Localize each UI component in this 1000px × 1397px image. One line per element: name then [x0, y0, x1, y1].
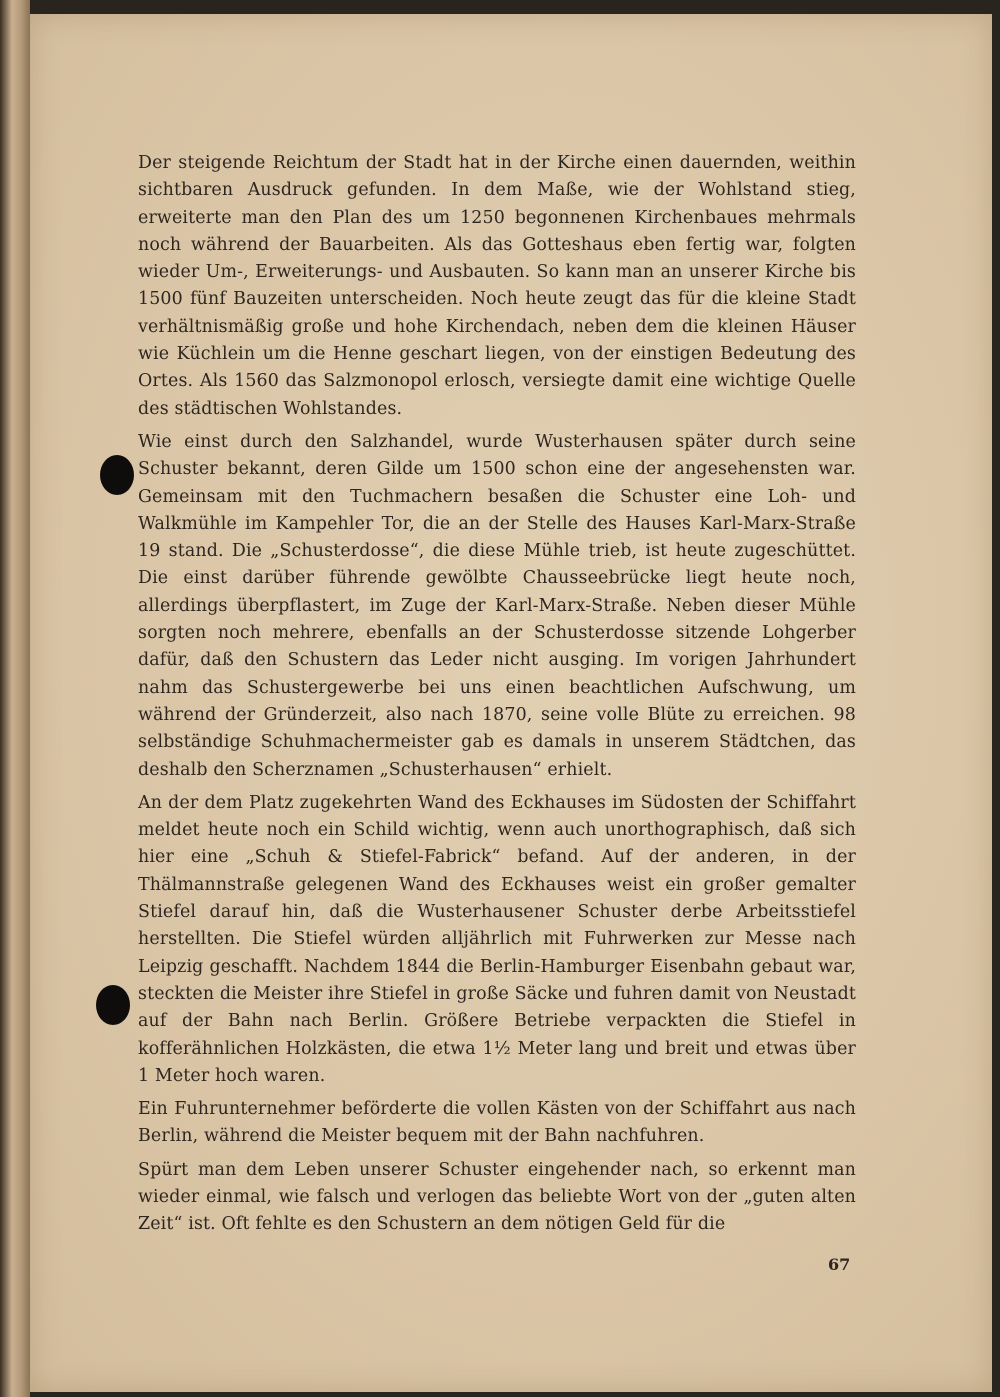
paragraph: Spürt man dem Leben unserer Schuster eingehender nach, so erkennt man wieder einmal, wie falsch und verlogen das beliebte Wort von der „guten alten Zeit“ ist. Oft fehlte es den Schustern an dem nötigen Geld für die [138, 1159, 856, 1235]
book-spine-edge [0, 0, 30, 1397]
body-text [138, 150, 856, 1245]
page-number: 67 [828, 1255, 851, 1274]
paragraph: Der steigende Reichtum der Stadt hat in der Kirche einen dauernden, weithin sichtbaren Ausdruck gefunden. In dem Maße, wie der Wohlstand stieg, erweiterte man den Plan des um 1250 begonnenen Kirchenbaues mehrmals noch während der Bauarbeiten. Als das Gotteshaus eben fertig war, folgten wieder Um-, Erweiterungs- und Ausbauten. So kann man an unserer Kirche bis 1500 fünf Bauzeiten unterscheiden. Noch heute zeugt das für die kleine Stadt verhältnismäßig große und hohe Kirchendach, neben dem die kleinen Häuser wie Küchlein um die Henne geschart liegen, von der einstigen Bedeutung des Ortes. Als 1560 das Salzmonopol erlosch, versiegte damit eine wichtige Quelle des städtischen Wohlstandes. [138, 153, 856, 419]
punch-hole-upper [100, 455, 134, 495]
right-border [992, 0, 1000, 1397]
punch-hole-lower [96, 985, 130, 1025]
paragraph: Wie einst durch den Salzhandel, wurde Wusterhausen später durch seine Schuster bekannt, deren Gilde um 1500 schon eine der angesehensten war. Gemeinsam mit den Tuchmachern besaßen die Schuster eine Loh- und Walkmühle im Kampehler Tor, die an der Stelle des Hauses Karl-Marx-Straße 19 stand. Die „Schusterdosse“, die diese Mühle trieb, ist heute zugeschüttet. Die einst darüber führende gewölbte Chausseebrücke liegt heute noch, allerdings überpflastert, im Zuge der Karl-Marx-Straße. Neben dieser Mühle sorgten noch mehrere, ebenfalls an der Schusterdosse sitzende Lohgerber dafür, daß den Schustern das Leder nicht ausging. Im vorigen Jahrhundert nahm das Schustergewerbe bei uns einen beachtlichen Aufschwung, um während der Gründerzeit, also nach 1870, seine volle Blüte zu erreichen. 98 selbständige Schuhmachermeister gab es damals in unserem Städtchen, das deshalb den Scherznamen „Schusterhausen“ erhielt. [138, 431, 856, 780]
paragraph: An der dem Platz zugekehrten Wand des Eckhauses im Südosten der Schiffahrt meldet heute noch ein Schild wichtig, wenn auch unorthographisch, daß sich hier eine „Schuh & Stiefel-Fabrick“ befand. Auf der anderen, in der Thälmannstraße gelegenen Wand des Eckhauses weist ein großer gemalter Stiefel darauf hin, daß die Wusterhausener Schuster derbe Arbeitsstiefel herstellten. Die Stiefel würden alljährlich mit Fuhrwerken zur Messe nach Leipzig geschafft. Nachdem 1844 die Berlin-Hamburger Eisenbahn gebaut war, steckten die Meister ihre Stiefel in große Säcke und fuhren damit von Neustadt auf der Bahn nach Berlin. Größere Betriebe verpackten die Stiefel in kofferähnlichen Holzkästen, die etwa 1½ Meter lang und breit und etwas über 1 Meter hoch waren. [138, 792, 856, 1086]
paragraph: Ein Fuhrunternehmer beförderte die vollen Kästen von der Schiffahrt aus nach Berlin, während die Meister bequem mit der Bahn nachfuhren. [138, 1099, 856, 1147]
